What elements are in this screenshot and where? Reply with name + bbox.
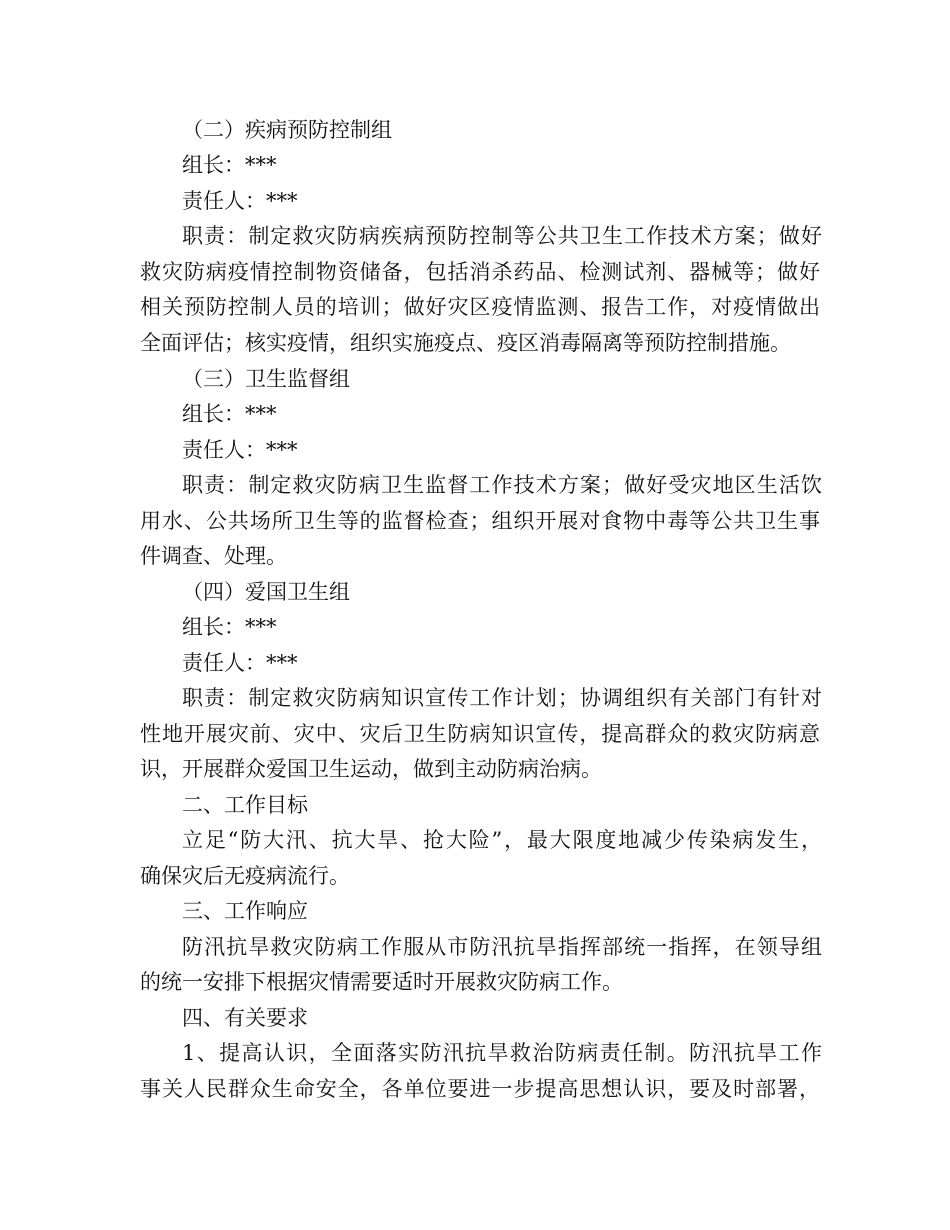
text-line: 识，开展群众爱国卫生运动，做到主动防病治病。 (140, 757, 602, 781)
section-heading: 四、有关要求 (182, 1006, 308, 1030)
text-line: 责任人：*** (182, 651, 298, 675)
text-line: 责任人：*** (182, 438, 298, 462)
text-line: 性地开展灾前、灾中、灾后卫生防病知识宣传，提高群众的救灾防病意 (140, 722, 820, 746)
text-line: 职责：制定救灾防病知识宣传工作计划；协调组织有关部门有针对 (182, 686, 822, 710)
text-line: 事关人民群众生命安全，各单位要进一步提高思想认识，要及时部署， (140, 1077, 820, 1101)
text-line: 全面评估；核实疫情，组织实施疫点、疫区消毒隔离等预防控制措施。 (140, 331, 791, 355)
text-line: 组长：*** (182, 402, 277, 426)
text-line: 确保灾后无疫病流行。 (140, 864, 350, 888)
text-line: 相关预防控制人员的培训；做好灾区疫情监测、报告工作，对疫情做出 (140, 295, 820, 319)
section-heading: （四）爱国卫生组 (182, 580, 350, 604)
section-heading: 三、工作响应 (182, 899, 308, 923)
text-line: 1、提高认识，全面落实防汛抗旱救治防病责任制。防汛抗旱工作 (182, 1041, 822, 1065)
text-line: 组长：*** (182, 153, 277, 177)
text-line: 职责：制定救灾防病卫生监督工作技术方案；做好受灾地区生活饮 (182, 473, 822, 497)
text-line: 防汛抗旱救灾防病工作服从市防汛抗旱指挥部统一指挥，在领导组 (182, 935, 822, 959)
text-line: 的统一安排下根据灾情需要适时开展救灾防病工作。 (140, 970, 623, 994)
text-line: 用水、公共场所卫生等的监督检查；组织开展对食物中毒等公共卫生事 (140, 509, 820, 533)
text-line: 职责：制定救灾防病疾病预防控制等公共卫生工作技术方案；做好 (182, 224, 822, 248)
text-line: 组长：*** (182, 615, 277, 639)
section-heading: （二）疾病预防控制组 (182, 118, 392, 142)
text-line: 立足“防大汛、抗大旱、抢大险”，最大限度地减少传染病发生， (182, 828, 822, 852)
section-heading: 二、工作目标 (182, 793, 308, 817)
text-line: 救灾防病疫情控制物资储备，包括消杀药品、检测试剂、器械等；做好 (140, 260, 820, 284)
section-heading: （三）卫生监督组 (182, 367, 350, 391)
text-line: 责任人：*** (182, 189, 298, 213)
text-line: 件调查、处理。 (140, 544, 287, 568)
